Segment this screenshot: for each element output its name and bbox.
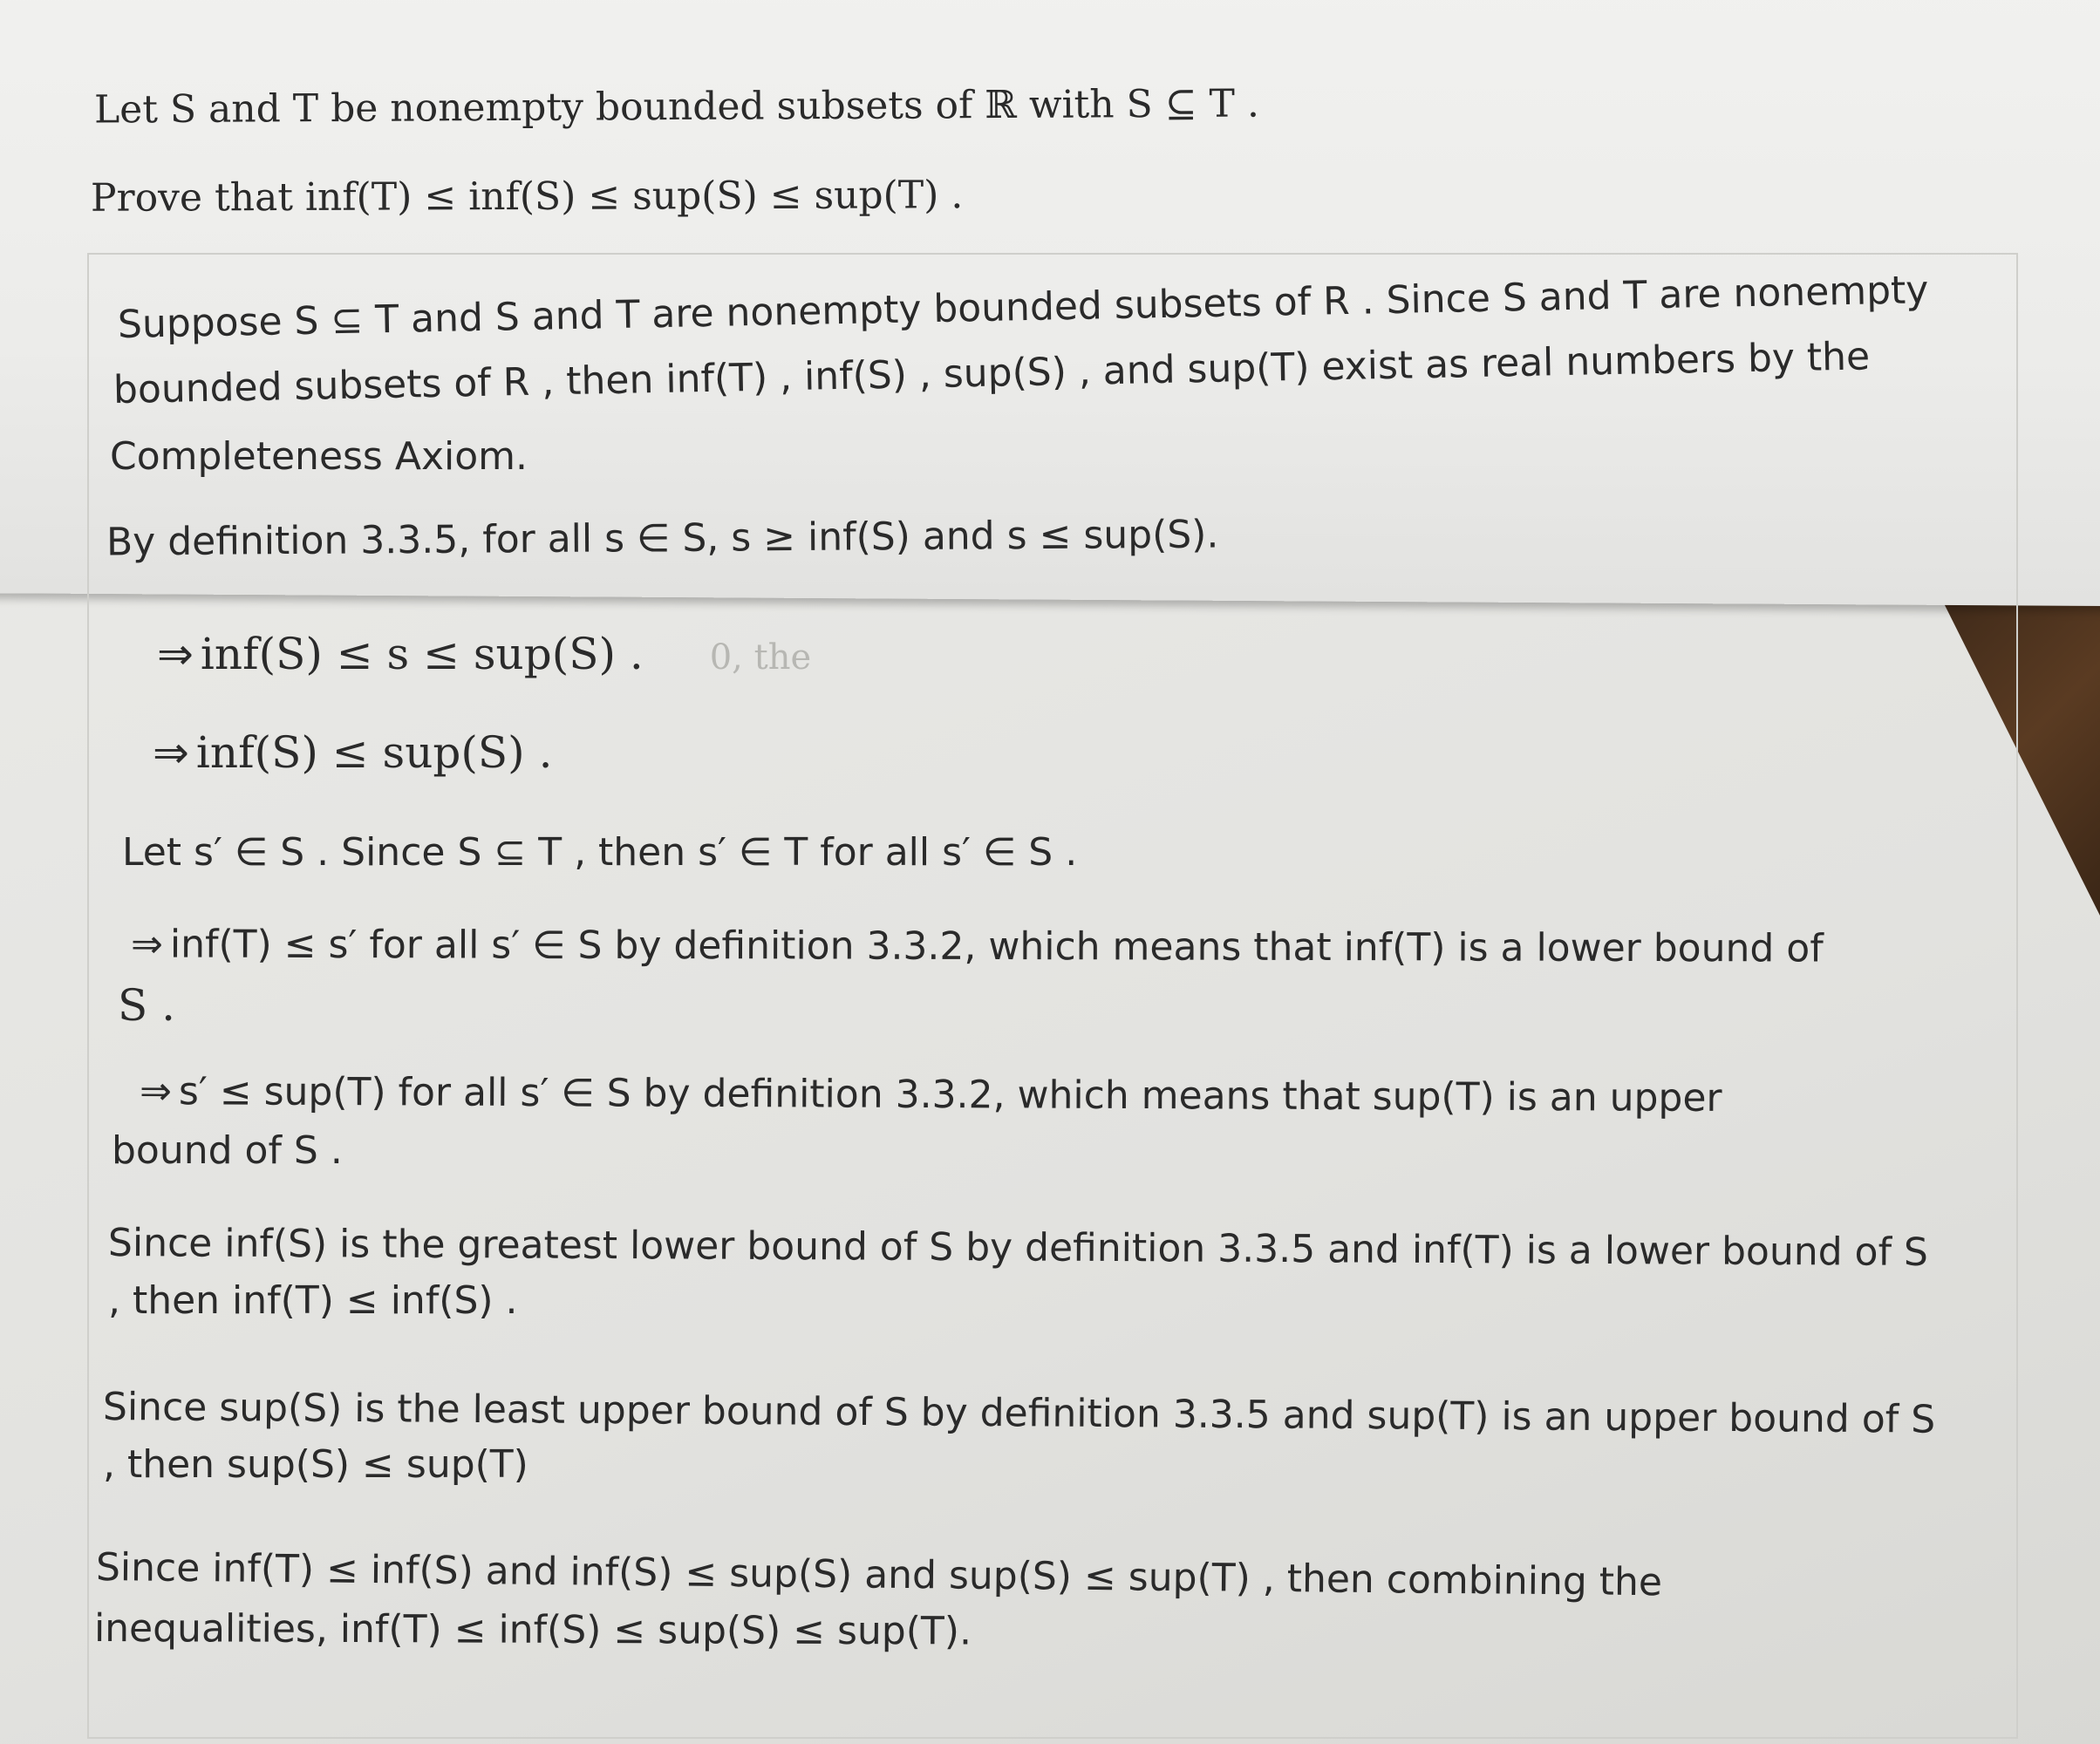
bleed-through-text: 0, the (709, 637, 812, 678)
implies-arrow-icon: ⇒ (153, 727, 189, 778)
proof-paragraph-2: By definition 3.3.5, for all s ∈ S, s ≥ inf(S) and s ≤ sup(S). (106, 512, 1219, 565)
implication-line-1: ⇒ inf(S) ≤ s ≤ sup(S) . 0, the (157, 629, 812, 679)
proof-paragraph-8-line-1: Since inf(S) is the greatest lower bound of S by definition 3.3.5 and inf(T) is a lower bound of S (107, 1221, 1929, 1275)
proof-paragraph-1-line-2: bounded subsets of R , then inf(T) , inf(S) , sup(S) , and sup(T) exist as real numbers by the (112, 334, 1871, 412)
proof-paragraph-1-line-1: Suppose S ⊆ T and S and T are nonempty bounded subsets of R . Since S and T are nonempty (117, 268, 1929, 347)
proof-paragraph-5: Let s′ ∈ S . Since S ⊆ T , then s′ ∈ T for all s′ ∈ S . (122, 830, 1078, 875)
proof-paragraph-7-line-1: ⇒ s′ ≤ sup(T) for all s′ ∈ S by definition 3.3.2, which means that sup(T) is an upper (139, 1069, 1722, 1121)
proof-paragraph-10-line-1: Since inf(T) ≤ inf(S) and inf(S) ≤ sup(S) and sup(S) ≤ sup(T) , then combining the (95, 1545, 1663, 1605)
problem-statement-line-1: Let S and T be nonempty bounded subsets of ℝ with S ⊆ T . (93, 81, 1260, 133)
proof-paragraph-9-line-1: Since sup(S) is the least upper bound of S by definition 3.3.5 and sup(T) is an upper bound of S (102, 1385, 1936, 1442)
proof-paragraph-7-line-2: bound of S . (112, 1128, 343, 1173)
problem-statement-line-2: Prove that inf(T) ≤ inf(S) ≤ sup(S) ≤ sup(T) . (90, 173, 964, 221)
proof-paragraph-6-line-2: S . (118, 980, 176, 1031)
proof-paragraph-8-line-2: , then inf(T) ≤ inf(S) . (108, 1278, 518, 1323)
implication-line-2: ⇒ inf(S) ≤ sup(S) . (153, 727, 553, 778)
implies-arrow-icon: ⇒ (130, 922, 163, 967)
implies-arrow-icon: ⇒ (157, 629, 194, 679)
proof-paragraph-9-line-2: , then sup(S) ≤ sup(T) (103, 1442, 528, 1487)
proof-paragraph-10-line-2: inequalities, inf(T) ≤ inf(S) ≤ sup(S) ≤ sup(T). (93, 1606, 972, 1654)
proof-paragraph-1-line-3: Completeness Axiom. (110, 434, 528, 479)
implies-arrow-icon: ⇒ (139, 1069, 172, 1114)
proof-paragraph-6-line-1: ⇒ inf(T) ≤ s′ for all s′ ∈ S by definition 3.3.2, which means that inf(T) is a lower bound of (130, 922, 1824, 971)
